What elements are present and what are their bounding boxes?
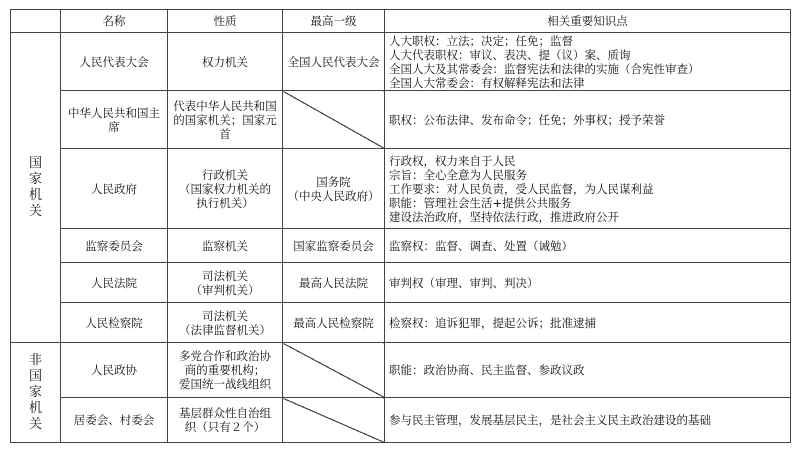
nature-line: （审判机关）	[190, 282, 260, 297]
row-highest	[283, 149, 385, 229]
row-highest: 最高人民检察院	[283, 303, 385, 343]
row-points	[385, 398, 791, 443]
group-label-non-state	[11, 343, 61, 443]
row-name: 人民代表大会	[61, 33, 168, 91]
table-row	[11, 91, 791, 149]
point-line: 建设法治政府，坚持依法行政，推进政府公开	[389, 209, 619, 224]
row-nature: 监察机关	[168, 229, 283, 263]
group-label-char: 关	[28, 416, 42, 432]
group-label-char: 非	[28, 352, 42, 368]
row-nature	[168, 263, 283, 303]
nature-line: 爱国统一战线组织	[179, 377, 271, 391]
row-nature	[168, 398, 283, 443]
header-name: 名称	[61, 10, 168, 33]
point-line: 监察权：监督、调查、处置（诫勉）	[389, 238, 573, 253]
knowledge-table	[10, 9, 791, 443]
group-label-char: 机	[28, 187, 42, 203]
table-row	[11, 263, 791, 303]
row-name: 人民政协	[61, 343, 168, 398]
nature-line: （国家权力机关的	[179, 181, 271, 196]
table-row	[11, 33, 791, 91]
nature-line: 司法机关	[202, 268, 248, 283]
table-row	[11, 229, 791, 263]
table-row	[11, 303, 791, 343]
header-blank	[11, 10, 61, 33]
point-line: 全国人大及其常委会：监督宪法和法律的实施（合宪性审查）	[389, 61, 700, 76]
group-label-char: 国	[28, 155, 42, 171]
nature-line: （法律监督机关）	[179, 322, 271, 337]
row-points	[385, 263, 791, 303]
row-name: 监察委员会	[61, 229, 168, 263]
row-highest-empty	[283, 91, 385, 149]
point-line: 宗旨：全心全意为人民服务	[389, 167, 527, 182]
row-points	[385, 91, 791, 149]
nature-line: 行政机关	[202, 167, 248, 182]
table-row	[11, 343, 791, 398]
point-line: 职能：管理社会生活+提供公共服务	[389, 195, 572, 210]
table-row	[11, 398, 791, 443]
row-name: 中华人民共和国主席	[61, 91, 168, 149]
group-label-char: 国	[28, 368, 42, 384]
row-highest: 全国人民代表大会	[283, 33, 385, 91]
group-label-char: 机	[28, 400, 42, 416]
point-line: 职权：公布法律、发布命令；任免；外事权；授予荣誉	[389, 112, 665, 127]
nature-line: 多党合作和政治协	[179, 349, 271, 363]
row-highest-empty	[283, 398, 385, 443]
row-nature	[168, 303, 283, 343]
row-points	[385, 149, 791, 229]
header-points: 相关重要知识点	[385, 10, 791, 33]
row-highest: 国家监察委员会	[283, 229, 385, 263]
group-label-char: 家	[28, 384, 42, 400]
row-nature	[168, 149, 283, 229]
row-nature: 权力机关	[168, 33, 283, 91]
point-line: 职能：政治协商、民主监督、参政议政	[389, 363, 585, 377]
group-label-char: 关	[28, 203, 42, 219]
nature-line: 司法机关	[202, 308, 248, 323]
row-points	[385, 229, 791, 263]
group-label-state	[11, 33, 61, 343]
point-line: 工作要求：对人民负责，受人民监督，为人民谋利益	[389, 181, 654, 196]
header-row	[11, 10, 791, 33]
row-points	[385, 343, 791, 398]
point-line: 审判权（审理、审判、判决）	[389, 275, 539, 290]
highest-line: 国务院	[316, 174, 351, 189]
header-highest: 最高一级	[283, 10, 385, 33]
row-nature: 代表中华人民共和国的国家机关；国家元首	[168, 91, 283, 149]
point-line: 人大职权：立法；决定；任免；监督	[389, 33, 573, 48]
point-line: 人大代表职权：审议、表决、提（议）案、质询	[389, 47, 631, 62]
table-row	[11, 149, 791, 229]
header-nature: 性质	[168, 10, 283, 33]
row-points	[385, 33, 791, 91]
row-highest: 最高人民法院	[283, 263, 385, 303]
row-points	[385, 303, 791, 343]
row-name: 居委会、村委会	[61, 398, 168, 443]
row-highest-empty	[283, 343, 385, 398]
group-label-char: 家	[28, 171, 42, 187]
row-nature	[168, 343, 283, 398]
point-line: 检察权：追诉犯罪，提起公诉；批准逮捕	[389, 315, 596, 330]
nature-line: 执行机关）	[196, 195, 254, 210]
row-name: 人民检察院	[61, 303, 168, 343]
point-line: 参与民主管理，发展基层民主，是社会主义民主政治建设的基础	[389, 413, 711, 427]
nature-line: 商的重要机构；	[184, 363, 266, 377]
point-line: 行政权，权力来自于人民	[389, 153, 516, 168]
nature-line: 基层群众性自治组	[179, 406, 271, 420]
highest-line: （中央人民政府）	[287, 188, 380, 203]
nature-line: 织（只有２个）	[184, 420, 266, 434]
point-line: 全国人大常委会：有权解释宪法和法律	[389, 75, 585, 90]
row-name: 人民政府	[61, 149, 168, 229]
row-name: 人民法院	[61, 263, 168, 303]
